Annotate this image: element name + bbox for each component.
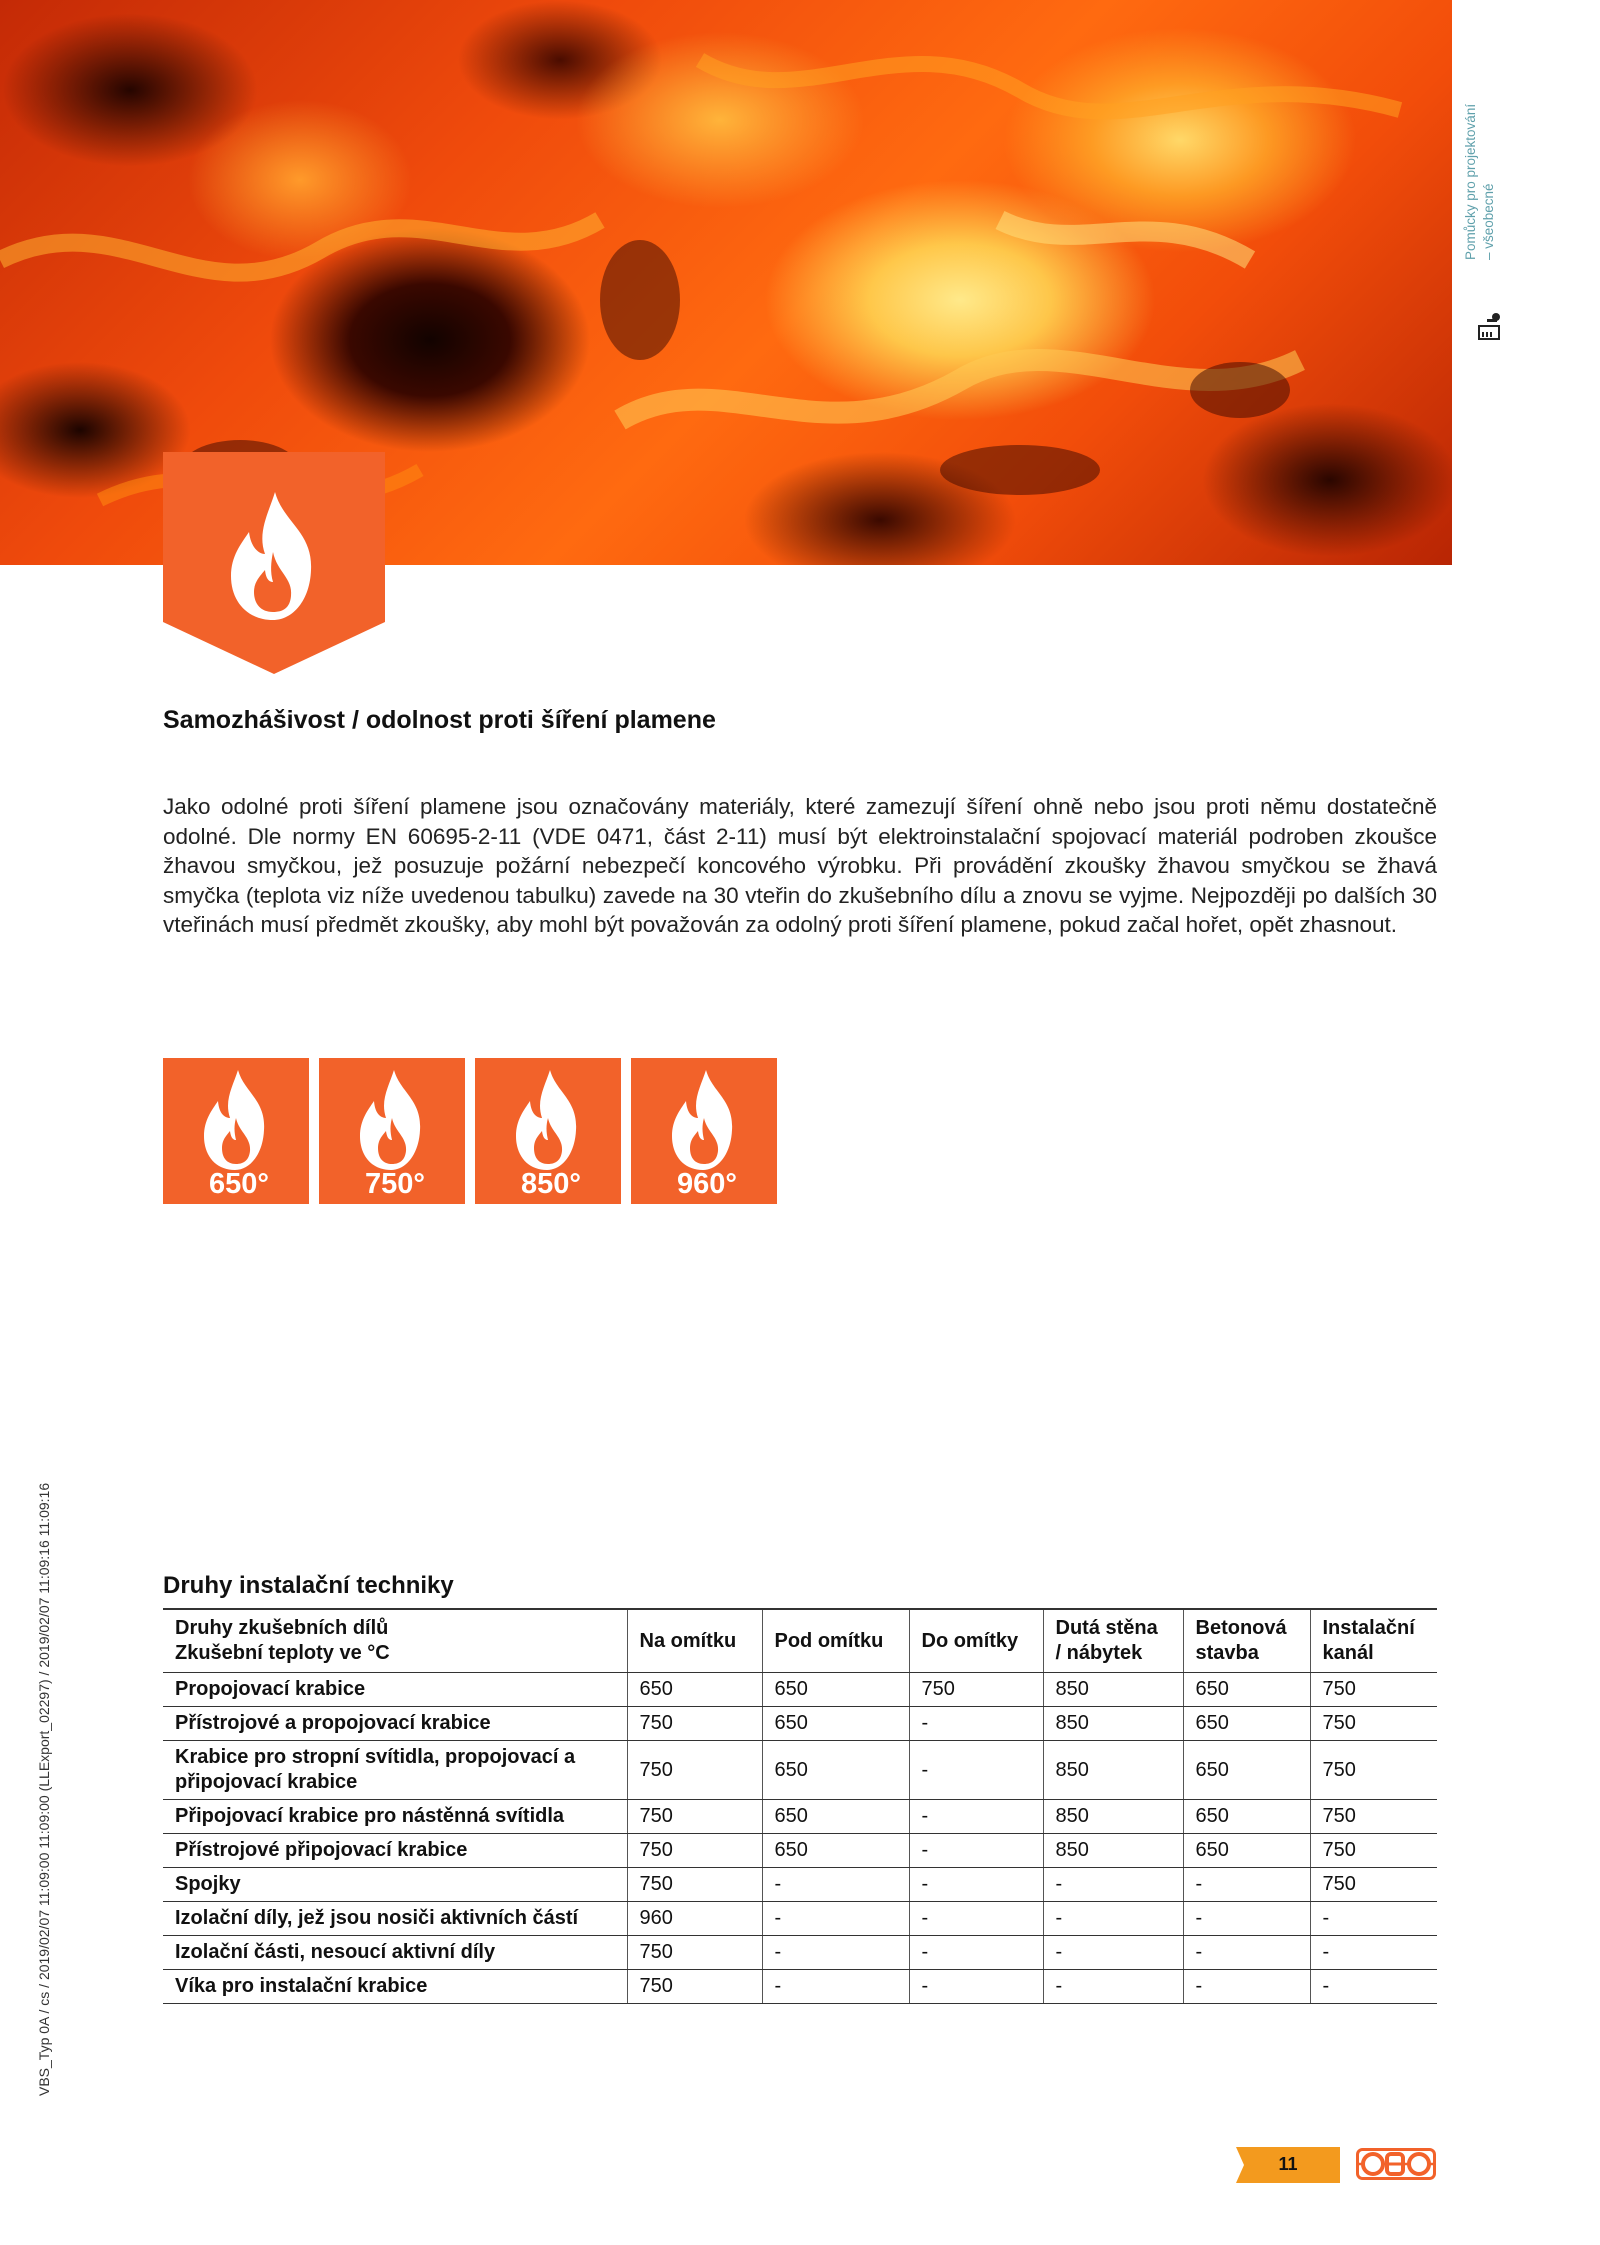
header-line: Na omítku [639,1629,737,1652]
table-cell: 650 [762,1834,909,1868]
table-cell: 750 [627,1970,762,2004]
temperature-label: 750° [365,1168,425,1200]
table-cell: 650 [1183,1834,1310,1868]
table-cell: - [909,1741,1043,1800]
table-cell: 750 [1310,1800,1437,1834]
flame-shield-badge [163,452,385,674]
tools-icon [1476,312,1506,342]
header-line: Betonová [1195,1617,1287,1639]
table-cell: - [909,1800,1043,1834]
table-cell: Přístrojové a propojovací krabice [163,1707,627,1741]
table-cell: Krabice pro stropní svítidla, propojovací a připojovací krabice [163,1741,627,1800]
table-row [163,1673,1437,1707]
header-line: / nábytek [1055,1642,1143,1664]
table-cell: 650 [1183,1707,1310,1741]
table-cell: 850 [1043,1707,1183,1741]
table-cell: 650 [762,1673,909,1707]
obo-logo [1356,2148,1436,2180]
table-header-cell [1183,1609,1310,1673]
table-cell: - [1310,1970,1437,2004]
table-cell: 650 [627,1673,762,1707]
table-cell: 960 [627,1902,762,1936]
table-cell: 850 [1043,1673,1183,1707]
body-paragraph: Jako odolné proti šíření plamene jsou označovány materiály, které zamezují šíření ohně nebo jsou proti němu dostatečně odolné. Dle normy EN 60695-2-11 (VDE 0471, část 2-11) musí být elektroinstalační spojovací materiál podroben zkoušce žhavou smyčkou, jež posuzuje požární nebezpečí koncového výrobku. Při provádění zkoušky žhavou smyčkou se žhavá smyčka (teplota viz níže uvedenou tabulku) zavede na 30 vteřin do zkušebního dílu a znovu se vyjme. Nejpozději po dalších 30 vteřinách musí předmět zkoušky, aby mohl být považován za odolný proti šíření plamene, pokud začal hořet, opět zhasnout. [163,794,1437,937]
flame-icon [358,1070,426,1174]
page-number: 11 [1278,2154,1298,2174]
table-cell: 850 [1043,1741,1183,1800]
table-cell: 750 [1310,1868,1437,1902]
table-cell: 750 [627,1800,762,1834]
flame-icon [202,1070,270,1174]
table-cell: - [762,1936,909,1970]
temperature-icon-850 [475,1058,621,1204]
table-header-cell [1043,1609,1183,1673]
table-cell: - [1310,1902,1437,1936]
side-section-label [1462,70,1517,260]
document-meta-vertical: VBS_Typ 0A / cs / 2019/02/07 11:09:00 11:09:00 (LLExport_02297) / 2019/02/07 11:09:16 11:09:16 [36,1482,52,2096]
table-cell: - [1043,1970,1183,2004]
table-header-cell [627,1609,762,1673]
header-line: Dutá stěna [1055,1617,1158,1639]
table-cell: - [909,1834,1043,1868]
table-cell: Spojky [163,1868,627,1902]
table-cell: - [762,1970,909,2004]
header-line: Pod omítku [774,1629,884,1652]
header-line: Druhy zkušebních dílů [175,1617,389,1639]
table-cell: 750 [627,1936,762,1970]
side-label-line2: – všeobecné [1481,183,1496,260]
table-cell: - [1183,1936,1310,1970]
table-cell: - [1183,1970,1310,2004]
table-row [163,1868,1437,1902]
table-cell: 850 [1043,1834,1183,1868]
table-cell: 750 [1310,1707,1437,1741]
table-cell: Víka pro instalační krabice [163,1970,627,2004]
table-cell: - [909,1868,1043,1902]
table-row [163,1902,1437,1936]
header-line: kanál [1322,1642,1374,1664]
table-cell: - [1043,1868,1183,1902]
table-header-row [163,1609,1437,1673]
table-header-cell [762,1609,909,1673]
temperature-label: 960° [677,1168,737,1200]
table-cell: Připojovací krabice pro nástěnná svítidla [163,1800,627,1834]
table-cell: - [909,1902,1043,1936]
table-header-cell [909,1609,1043,1673]
temperature-icon-960 [631,1058,777,1204]
table-cell: - [1183,1868,1310,1902]
table-cell: - [1310,1936,1437,1970]
table-cell: Izolační části, nesoucí aktivní díly [163,1936,627,1970]
table-cell: - [1043,1936,1183,1970]
table-cell: - [762,1902,909,1936]
flame-icon [514,1070,582,1174]
installation-types-table [163,1608,1437,2004]
table-row [163,1970,1437,2004]
table-cell: Přístrojové připojovací krabice [163,1834,627,1868]
temperature-icon-750 [319,1058,465,1204]
table-cell: 750 [627,1868,762,1902]
table-row [163,1936,1437,1970]
table-cell: 750 [1310,1673,1437,1707]
table-row [163,1834,1437,1868]
table-cell: 850 [1043,1800,1183,1834]
table-cell: 650 [1183,1800,1310,1834]
table-header-cell [163,1609,627,1673]
table-row [163,1707,1437,1741]
table-cell: 650 [1183,1741,1310,1800]
flame-icon [670,1070,738,1174]
temperature-icons [163,1058,777,1204]
page-number-tab [1236,2147,1340,2183]
table-cell: - [909,1936,1043,1970]
header-line: Do omítky [921,1629,1019,1652]
table-cell: - [1043,1902,1183,1936]
table-cell: 750 [1310,1834,1437,1868]
table-cell: 650 [1183,1673,1310,1707]
table-cell: Izolační díly, jež jsou nosiči aktivních částí [163,1902,627,1936]
table-cell: 650 [762,1800,909,1834]
temperature-icon-650 [163,1058,309,1204]
table-cell: 750 [909,1673,1043,1707]
table-cell: 750 [1310,1741,1437,1800]
header-line: Instalační [1322,1617,1415,1639]
table-cell: 650 [762,1741,909,1800]
table-row [163,1800,1437,1834]
table-row [163,1741,1437,1800]
section-title: Samozhášivost / odolnost proti šíření plamene [163,706,716,734]
temperature-label: 850° [521,1168,581,1200]
header-line: Zkušební teploty ve °C [175,1642,390,1664]
header-line: stavba [1195,1642,1259,1664]
table-cell: - [1183,1902,1310,1936]
table-cell: 750 [627,1741,762,1800]
table-cell: 750 [627,1707,762,1741]
table-cell: Propojovací krabice [163,1673,627,1707]
temperature-label: 650° [209,1168,269,1200]
table-cell: - [909,1707,1043,1741]
table-cell: 650 [762,1707,909,1741]
table-cell: - [909,1970,1043,2004]
table-header-cell [1310,1609,1437,1673]
table-title: Druhy instalační techniky [163,1572,454,1599]
table-cell: - [762,1868,909,1902]
table-cell: 750 [627,1834,762,1868]
side-label-line1: Pomůcky pro projektování [1463,103,1478,260]
